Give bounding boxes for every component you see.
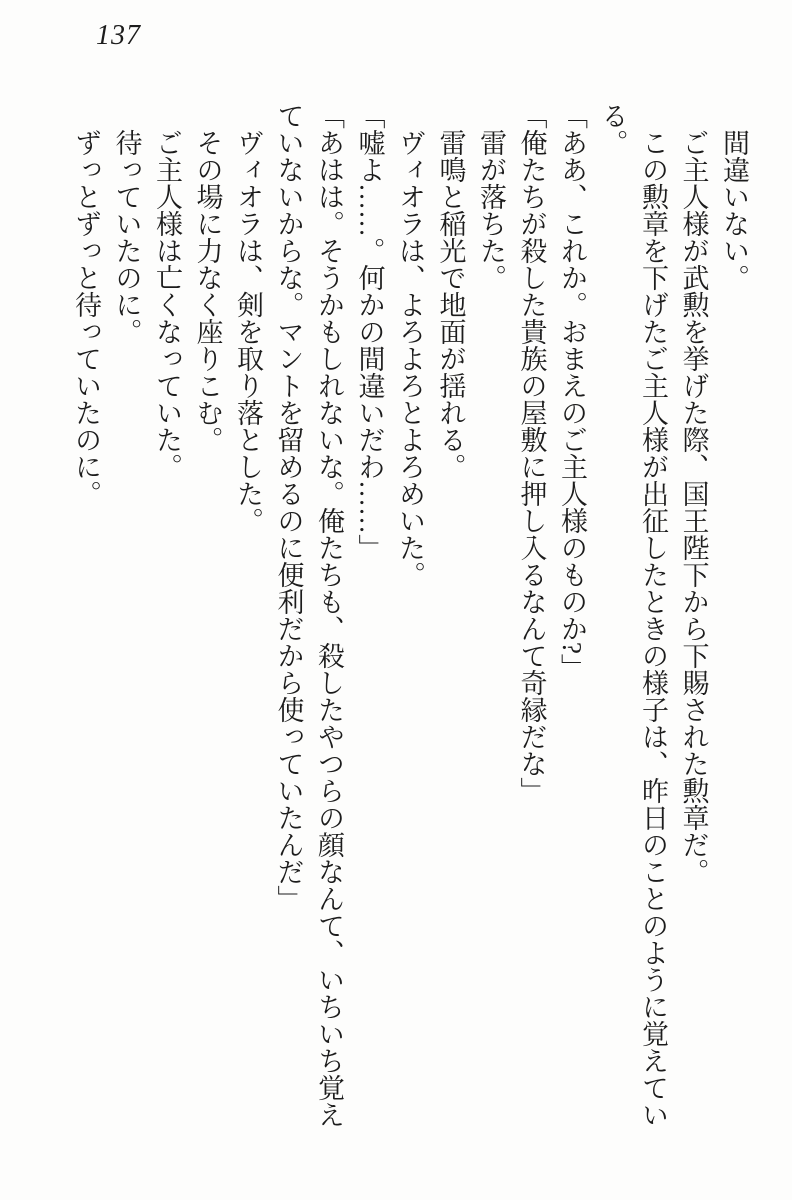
text-line: 「嘘よ……。何かの間違いだわ……」 [354,102,385,561]
text-line: ご主人様が武勲を挙げた際、国王陛下から下賜された勲章だ。 [678,129,709,885]
text-line: 待っていたのに。 [111,129,142,345]
text-line: その場に力なく座りこむ。 [192,129,223,453]
text-line: ヴィオラは、剣を取り落とした。 [233,129,263,534]
text-line: ていないからな。マントを留めるのに便利だから使っていたんだ」 [273,102,304,912]
text-line: 「あはは。そうかもしれないな。俺たちも、殺したやつらの顔なんて、いちいち覚え [314,102,344,1128]
text-line: る。 [597,102,628,156]
page-number: 137 [96,20,141,51]
text-line: 雷鳴と稲光で地面が揺れる。 [435,129,466,480]
text-line: 雷が落ちた。 [476,129,506,291]
text-line: ずっとずっと待っていたのに。 [71,129,101,507]
page-text [66,102,755,1132]
text-line: 間違いない。 [719,129,749,291]
text-line: ヴィオラは、よろよろとよろめいた。 [395,129,425,588]
text-line: 「俺たちが殺した貴族の屋敷に押し入るなんて奇縁だな」 [516,102,547,804]
text-line: この勲章を下げたご主人様が出征したときの様子は、昨日のことのように覚えてい [638,129,668,1128]
text-line: 「ああ、これか。おまえのご主人様のものか?」 [557,102,587,681]
text-line: ご主人様は亡くなっていた。 [152,129,182,480]
